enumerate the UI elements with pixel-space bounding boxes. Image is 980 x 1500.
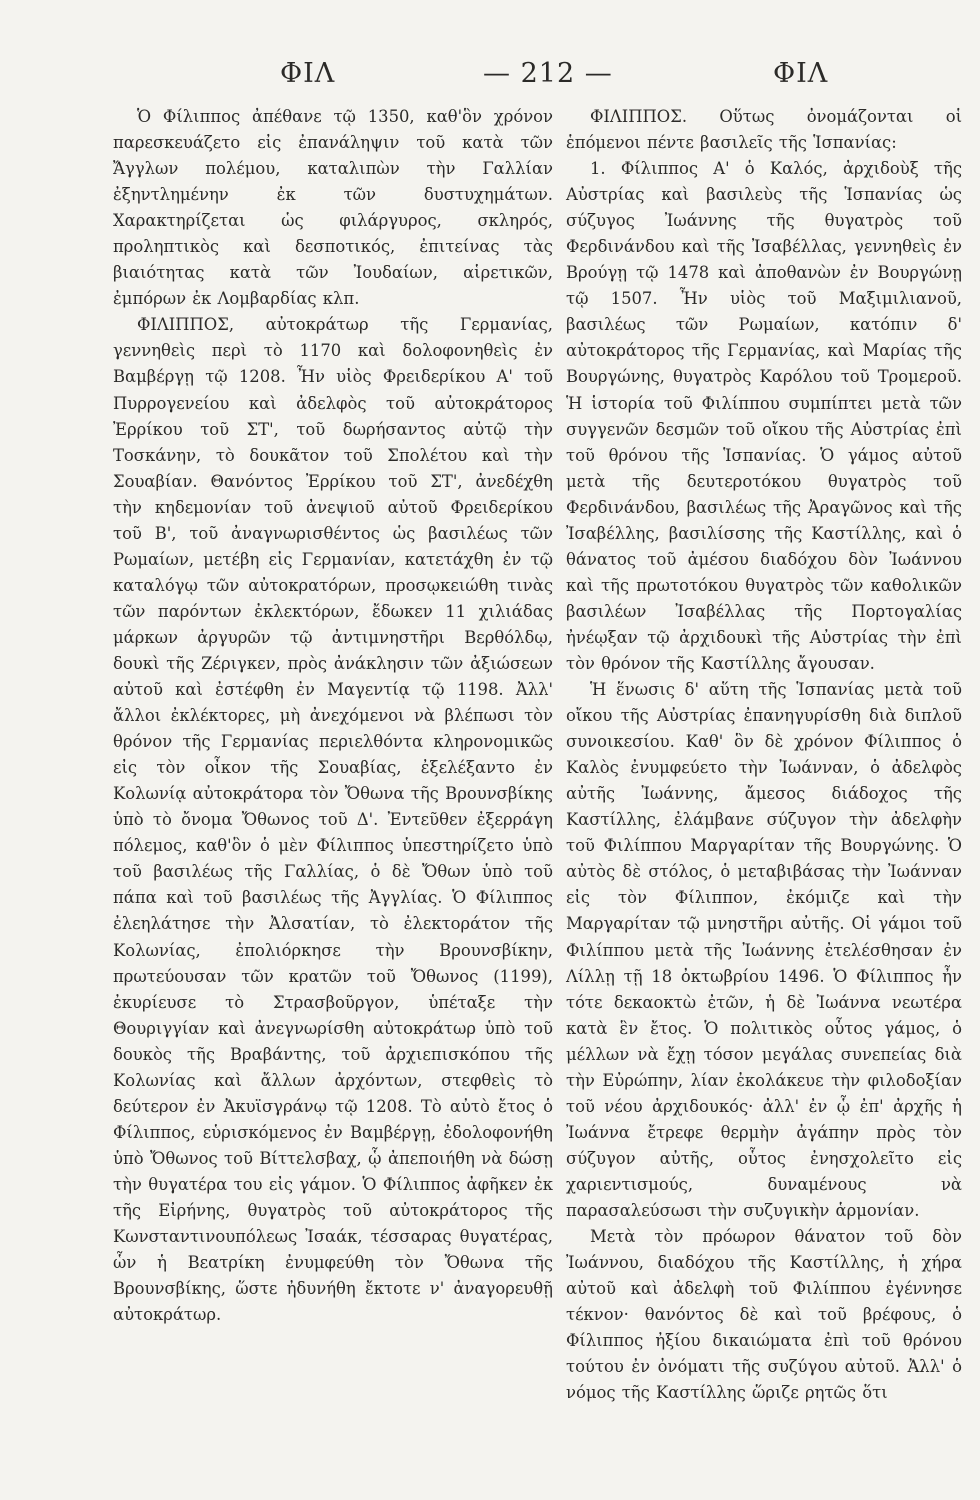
paragraph-philip-vi-death: Ὁ Φίλιππος ἀπέθανε τῷ 1350, καθ'ὃν χρόνον παρεσκευάζετο εἰς ἐπανάληψιν τοῦ κατὰ τῶν Ἄγγλων πολέμου, καταλιπὼν τὴν Γαλλίαν ἐξηντλημένην ἐκ τῶν δυστυχημάτων. Χαρακτηρίζεται ὡς φιλάργυρος, σκληρός, προληπτικὸς καὶ δεσποτικός, ἐπιτείνας τὰς βιαιότητας κατὰ τῶν Ἰουδαίων, αἱρετικῶν, ἐμπόρων ἐκ Λομβαρδίας κλπ. <box>113 107 553 309</box>
paragraph-after-death-don-juan: Μετὰ τὸν πρόωρον θάνατον τοῦ δὸν Ἰωάννου, διαδόχου τῆς Καστίλλης, ἡ χήρα αὐτοῦ καὶ ἀδελφὴ τοῦ Φιλίππου ἐγέννησε τέκνον· θανόντος δὲ καὶ τοῦ βρέφους, ὁ Φίλιππος ἠξίου δικαιώματα ἐπὶ τοῦ θρόνου τούτου ἐν ὀνόματι τῆς συζύγου αὐτοῦ. Ἀλλ' ὁ νόμος τῆς Καστίλλης ὥριζε ρητῶς ὅτι <box>566 1227 962 1403</box>
entry-philip-kings-spain: ΦΙΛΙΠΠΟΣ. Οὕτως ὀνομάζονται οἱ ἑπόμενοι πέντε βασιλεῖς τῆς Ἱσπανίας: <box>566 107 962 153</box>
page-number: — 212 — <box>483 58 613 89</box>
header-left-word: ΦΙΛ <box>280 58 336 89</box>
left-column <box>113 104 553 1328</box>
entry-philip-i-the-handsome: 1. Φίλιππος Α' ὁ Καλός, ἀρχιδοὺξ τῆς Αὐστρίας καὶ βασιλεὺς τῆς Ἱσπανίας ὡς σύζυγος Ἰωάννης τῆς θυγατρὸς τοῦ Φερδινάνδου καὶ τῆς Ἰσαβέλλας, γεννηθεὶς ἐν Βρούγῃ τῷ 1478 καὶ ἀποθανὼν ἐν Βουργώνῃ τῷ 1507. Ἦν υἱὸς τοῦ Μαξιμιλιανοῦ, βασιλέως τῶν Ρωμαίων, κατόπιν δ' αὐτοκράτορος τῆς Γερμανίας, καὶ Μαρίας τῆς Βουργώνης, θυγατρὸς Καρόλου τοῦ Τρομεροῦ. Ἡ ἱστορία τοῦ Φιλίππου συμπίπτει μετὰ τῶν συγγενῶν δεσμῶν τοῦ οἴκου τῆς Αὐστρίας ἐπὶ τοῦ θρόνου τῆς Ἱσπανίας. Ὁ γάμος αὐτοῦ μετὰ τῆς δευτεροτόκου θυγατρὸς τοῦ Φερδινάνδου, βασιλέως τῆς Ἀραγῶνος καὶ τῆς Ἰσαβέλλης, βασιλίσσης τῆς Καστίλλης, καὶ ὁ θάνατος τοῦ ἀμέσου διαδόχου δὸν Ἰωάννου καὶ τῆς πρωτοτόκου θυγατρὸς τῶν καθολικῶν βασιλέων Ἰσαβέλλας τῆς Πορτογαλίας ἠνέῳξαν τῷ ἀρχιδουκὶ τῆς Αὐστρίας τὴν ἐπὶ τὸν θρόνον τῆς Καστίλλης ἄγουσαν. <box>566 159 962 673</box>
right-column <box>566 104 962 1406</box>
entry-philip-emperor-germany: ΦΙΛΙΠΠΟΣ, αὐτοκράτωρ τῆς Γερμανίας, γεννηθεὶς περὶ τὸ 1170 καὶ δολοφονηθεὶς ἐν Βαμβέργῃ τῷ 1208. Ἦν υἱὸς Φρειδερίκου Α' τοῦ Πυρρογενείου καὶ ἀδελφὸς τοῦ αὐτοκράτορος Ἐρρίκου τοῦ ΣΤ', τοῦ δωρήσαντος αὐτῷ τὴν Τοσκάνην, τὸ δουκᾶτον τοῦ Σπολέτου καὶ τὴν Σουαβίαν. Θανόντος Ἐρρίκου τοῦ ΣΤ', ἀνεδέχθη τὴν κηδεμονίαν τοῦ ἀνεψιοῦ αὐτοῦ Φρειδερίκου τοῦ Β', τοῦ ἀναγνωρισθέντος ὡς βασιλέως τῶν Ρωμαίων, μετέβη εἰς Γερμανίαν, κατετάχθη ἐν τῷ καταλόγῳ τῶν αὐτοκρατόρων, προσῳκειώθη τινὰς τῶν παρόντων ἐκλεκτόρων, ἔδωκεν 11 χιλιάδας μάρκων ἀργυρῶν τῷ ἀντιμνηστῆρι Βερθόλδῳ, δουκὶ τῆς Ζέριγκεν, πρὸς ἀνάκλησιν τῶν ἀξιώσεων αὐτοῦ καὶ ἐστέφθη ἐν Μαγεντίᾳ τῷ 1198. Ἀλλ' ἄλλοι ἐκλέκτορες, μὴ ἀνεχόμενοι νὰ βλέπωσι τὸν θρόνον τῆς Γερμανίας περιελθόντα κληρονομικῶς εἰς τὸν οἶκον τῆς Σουαβίας, ἐξελέξαντο ἐν Κολωνίᾳ αὐτοκράτορα τὸν Ὄθωνα τῆς Βρουνσβίκης ὑπὸ τὸ ὄνομα Ὄθωνος τοῦ Δ'. Ἐντεῦθεν ἐξερράγη πόλεμος, καθ'ὃν ὁ μὲν Φίλιππος ὑπεστηρίζετο ὑπὸ τοῦ βασιλέως τῆς Γαλλίας, ὁ δὲ Ὄθων ὑπὸ τοῦ πάπα καὶ τοῦ βασιλέως τῆς Ἀγγλίας. Ὁ Φίλιππος ἐλεηλάτησε τὴν Ἀλσατίαν, τὸ ἐλεκτοράτον τῆς Κολωνίας, ἐπολιόρκησε τὴν Βρουνσβίκην, πρωτεύουσαν τῶν κρατῶν τοῦ Ὄθωνος (1199), ἐκυρίευσε τὸ Στρασβοῦργον, ὑπέταξε τὴν Θουριγγίαν καὶ ἀνεγνωρίσθη αὐτοκράτωρ ὑπὸ τοῦ δουκὸς τῆς Βραβάντης, τοῦ ἀρχιεπισκόπου τῆς Κολωνίας καὶ ἄλλων ἀρχόντων, στεφθεὶς τὸ δεύτερον ἐν Ἀκυϊσγράνῳ τῷ 1208. Τὸ αὐτὸ ἔτος ὁ Φίλιππος, εὑρισκόμενος ἐν Βαμβέργῃ, ἐδολοφονήθη ὑπὸ Ὄθωνος τοῦ Βίττελσβαχ, ᾧ ἀπεποιήθη νὰ δώσῃ τὴν θυγατέρα του εἰς γάμον. Ὁ Φίλιππος ἀφῆκεν ἐκ τῆς Εἰρήνης, θυγατρὸς τοῦ αὐτοκράτορος τῆς Κωνσταντινουπόλεως Ἰσαάκ, τέσσαρας θυγατέρας, ὧν ἡ Βεατρίκη ἐνυμφεύθη τὸν Ὄθωνα τῆς Βρουνσβίκης, ὥστε ἠδυνήθη ἔκτοτε ν' ἀναγορευθῇ αὐτοκράτωρ. <box>113 315 553 1325</box>
header-right-word: ΦΙΛ <box>773 58 829 89</box>
paragraph-union-spain-austria: Ἡ ἕνωσις δ' αὕτη τῆς Ἱσπανίας μετὰ τοῦ οἴκου τῆς Αὐστρίας ἐπανηγυρίσθη διὰ διπλοῦ συνοικεσίου. Καθ' ὃν δὲ χρόνον Φίλιππος ὁ Καλὸς ἐνυμφεύετο τὴν Ἰωάνναν, ὁ ἀδελφὸς αὐτῆς Ἰωάννης, ἄμεσος διάδοχος τῆς Καστίλλης, ἐλάμβανε σύζυγον τὴν ἀδελφὴν τοῦ Φιλίππου Μαργαρίταν τῆς Βουργώνης. Ὁ αὐτὸς δὲ στόλος, ὁ μεταβιβάσας τὴν Ἰωάνναν εἰς τὸν Φίλιππον, ἐκόμιζε καὶ τὴν Μαργαρίταν τῷ μνηστῆρι αὐτῆς. Οἱ γάμοι τοῦ Φιλίππου μετὰ τῆς Ἰωάννης ἐτελέσθησαν ἐν Λίλλῃ τῇ 18 ὀκτωβρίου 1496. Ὁ Φίλιππος ἦν τότε δεκαοκτὼ ἐτῶν, ἡ δὲ Ἰωάννα νεωτέρα κατὰ ἓν ἔτος. Ὁ πολιτικὸς οὗτος γάμος, ὁ μέλλων νὰ ἔχῃ τόσον μεγάλας συνεπείας διὰ τὴν Εὐρώπην, λίαν ἐκολάκευε τὴν φιλοδοξίαν τοῦ νέου ἀρχιδουκός· ἀλλ' ἐν ᾧ ἐπ' ἀρχῆς ἡ Ἰωάννα ἔτρεφε θερμὴν ἀγάπην πρὸς τὸν σύζυγον αὐτῆς, οὗτος ἐνησχολεῖτο εἰς χαριεντισμούς, δυναμένους νὰ παρασαλεύσωσι τὴν συζυγικὴν ἁρμονίαν. <box>566 680 962 1220</box>
page-header <box>0 50 980 100</box>
